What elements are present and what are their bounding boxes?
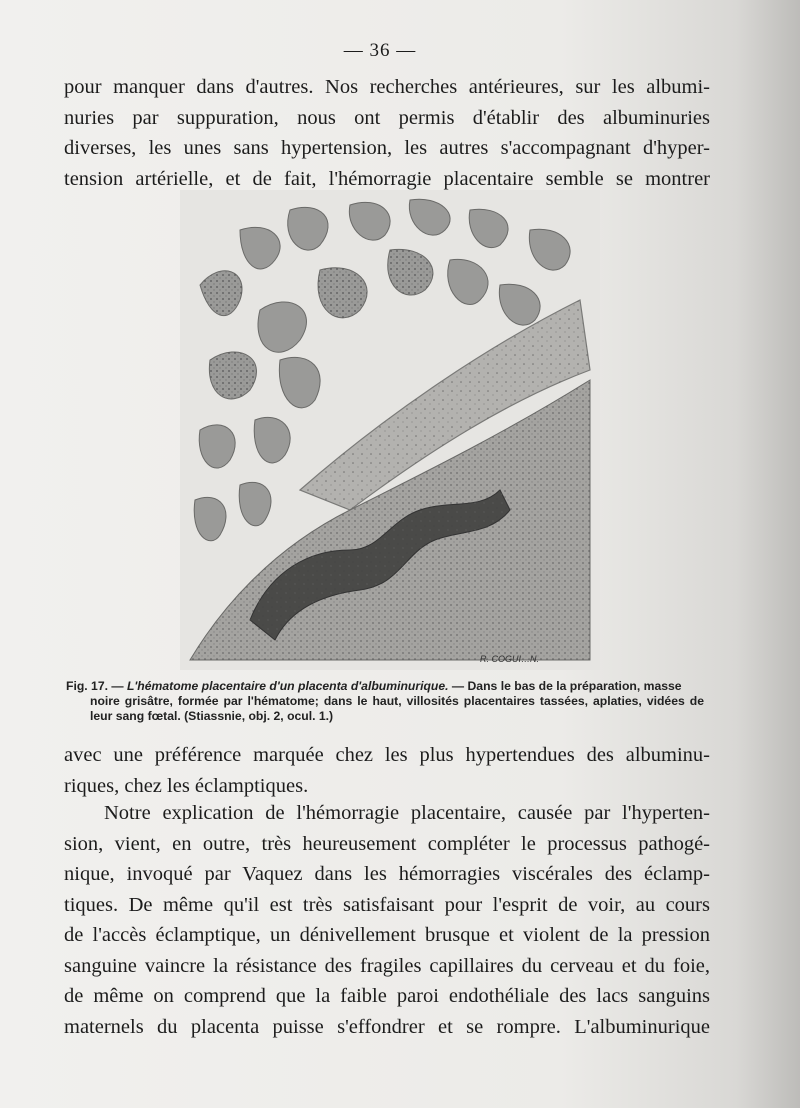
text-line: sion, vient, en outre, très heureusement compléter le processus pathogé- [64,832,710,855]
page-number: — 36 — [343,40,417,61]
caption-text-1: — Dans le bas de la préparation, masse [448,679,682,693]
text-line: Notre explication de l'hémorragie placentaire, causée par l'hyperten- [104,802,710,824]
text-line: de l'accès éclamptique, un dénivellement brusque et violent de la pression [64,924,710,946]
caption-title: L'hématome placentaire d'un placenta d'albuminurique. [126,679,449,693]
figure-caption [66,679,704,724]
paragraph-3 [64,798,710,1042]
paragraph-2 [64,740,710,801]
text-line: pour manquer dans d'autres. Nos recherches antérieures, sur les albumi- [64,76,710,98]
text-line: avec une préférence marquée chez les plus hypertendues des albuminu- [64,744,710,766]
text-line: diverses, les unes sans hypertension, les autres s'accompagnant d'hyper- [64,137,710,159]
text-line: maternels du placenta puisse s'effondrer et se rompre. L'albuminurique [64,1015,710,1038]
figure-17-illustration [180,190,600,670]
text-line: nuries par suppuration, nous ont permis d'établir des albuminuries [64,106,710,129]
placenta-drawing [180,190,600,670]
figure-signature: R. COGUI…N. [480,654,540,664]
caption-label: Fig. 17. — [66,679,124,693]
caption-text-2: noire grisâtre, formée par l'hématome; dans le haut, villosités placentaires tassées, aplaties, vidées de leur sang fœtal. (Stiassnie, obj. 2, ocul. 1.) [90,694,704,723]
text-line: riques, chez les éclamptiques. [64,774,309,797]
text-line: nique, invoqué par Vaquez dans les hémorragies viscérales des éclamp- [64,863,710,885]
text-line: de même on comprend que la faible paroi endothéliale des lacs sanguins [64,985,710,1007]
text-line: tiques. De même qu'il est très satisfaisant pour l'esprit de voir, au cours [64,893,710,916]
paragraph-1 [64,72,710,194]
text-line: sanguine vaincre la résistance des fragiles capillaires du cerveau et du foie, [64,954,710,977]
text-line: tension artérielle, et de fait, l'hémorragie placentaire semble se montrer [64,167,710,190]
